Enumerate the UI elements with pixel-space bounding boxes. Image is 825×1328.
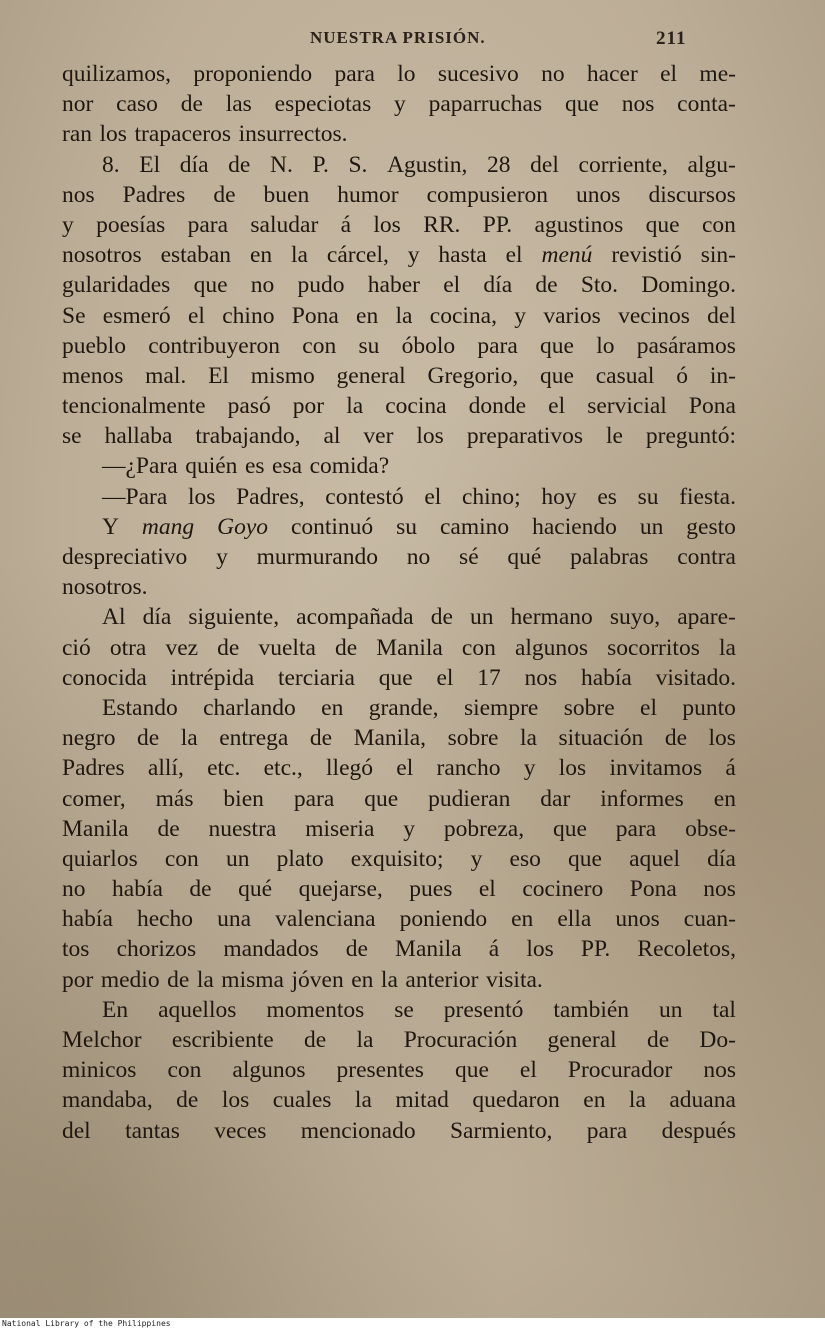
running-title: NUESTRA PRISIÓN. bbox=[310, 28, 486, 47]
text-line: había hecho una valenciana poniendo en ella unos cuan- bbox=[62, 906, 736, 933]
body-text bbox=[62, 59, 736, 1146]
text-line: y poesías para saludar á los RR. PP. agustinos que con bbox=[62, 211, 736, 238]
text-line: ran los trapaceros insurrectos. bbox=[62, 121, 348, 148]
text-line: nosotros. bbox=[62, 574, 148, 601]
text-line: nor caso de las especiotas y paparruchas que nos conta- bbox=[62, 91, 736, 118]
text-line: ció otra vez de vuelta de Manila con algunos socorritos la bbox=[62, 634, 736, 661]
text-line: quilizamos, proponiendo para lo sucesivo no hacer el me- bbox=[62, 61, 736, 87]
footer-credit: National Library of the Philippines bbox=[2, 1319, 171, 1328]
text-line: Se esmeró el chino Pona en la cocina, y varios vecinos del bbox=[62, 302, 736, 329]
text-line: Melchor escribiente de la Procuración general de Do- bbox=[62, 1027, 736, 1053]
text-line: Al día siguiente, acompañada de un hermano suyo, apare- bbox=[102, 604, 736, 631]
text-line: Manila de nuestra miseria y pobreza, que para obse- bbox=[62, 815, 736, 842]
text-line: —¿Para quién es esa comida? bbox=[102, 453, 390, 480]
text-line: quiarlos con un plato exquisito; y eso que aquel día bbox=[62, 845, 736, 872]
text-line: Estando charlando en grande, siempre sobre el punto bbox=[102, 694, 736, 721]
text-line: tos chorizos mandados de Manila á los PP. Recoletos, bbox=[62, 936, 736, 963]
text-line: Y mang Goyo continuó su camino haciendo un gesto bbox=[102, 513, 736, 540]
text-line: del tantas veces mencionado Sarmiento, para después bbox=[62, 1117, 736, 1144]
text-line: minicos con algunos presentes que el Procurador nos bbox=[62, 1057, 736, 1084]
page-number: 211 bbox=[656, 28, 687, 49]
text-line: conocida intrépida terciaria que el 17 nos había visitado. bbox=[62, 664, 736, 691]
text-line: En aquellos momentos se presentó también un tal bbox=[102, 996, 736, 1023]
text-line: gularidades que no pudo haber el día de Sto. Domingo. bbox=[62, 272, 736, 299]
page-header bbox=[0, 28, 825, 54]
text-line: por medio de la misma jóven en la anterior visita. bbox=[62, 966, 543, 993]
text-line: —Para los Padres, contestó el chino; hoy es su fiesta. bbox=[102, 483, 736, 510]
text-line: se hallaba trabajando, al ver los preparativos le preguntó: bbox=[62, 423, 736, 450]
text-line: mandaba, de los cuales la mitad quedaron en la aduana bbox=[62, 1087, 736, 1114]
text-line: nos Padres de buen humor compusieron unos discursos bbox=[62, 181, 736, 208]
text-line: menos mal. El mismo general Gregorio, que casual ó in- bbox=[62, 362, 736, 389]
text-line: comer, más bien para que pudieran dar informes en bbox=[62, 785, 736, 812]
text-line: no había de qué quejarse, pues el cocinero Pona nos bbox=[62, 876, 736, 903]
text-line: tencionalmente pasó por la cocina donde el servicial Pona bbox=[62, 393, 736, 420]
text-line: pueblo contribuyeron con su óbolo para que lo pasáramos bbox=[62, 332, 736, 359]
text-line: Padres allí, etc. etc., llegó el rancho y los invitamos á bbox=[62, 755, 736, 782]
text-line: despreciativo y murmurando no sé qué palabras contra bbox=[62, 544, 736, 570]
text-line: negro de la entrega de Manila, sobre la situación de los bbox=[62, 725, 736, 752]
text-line: 8. El día de N. P. S. Agustin, 28 del corriente, algu- bbox=[102, 151, 736, 178]
text-line: nosotros estaban en la cárcel, y hasta el menú revistió sin- bbox=[62, 242, 736, 269]
